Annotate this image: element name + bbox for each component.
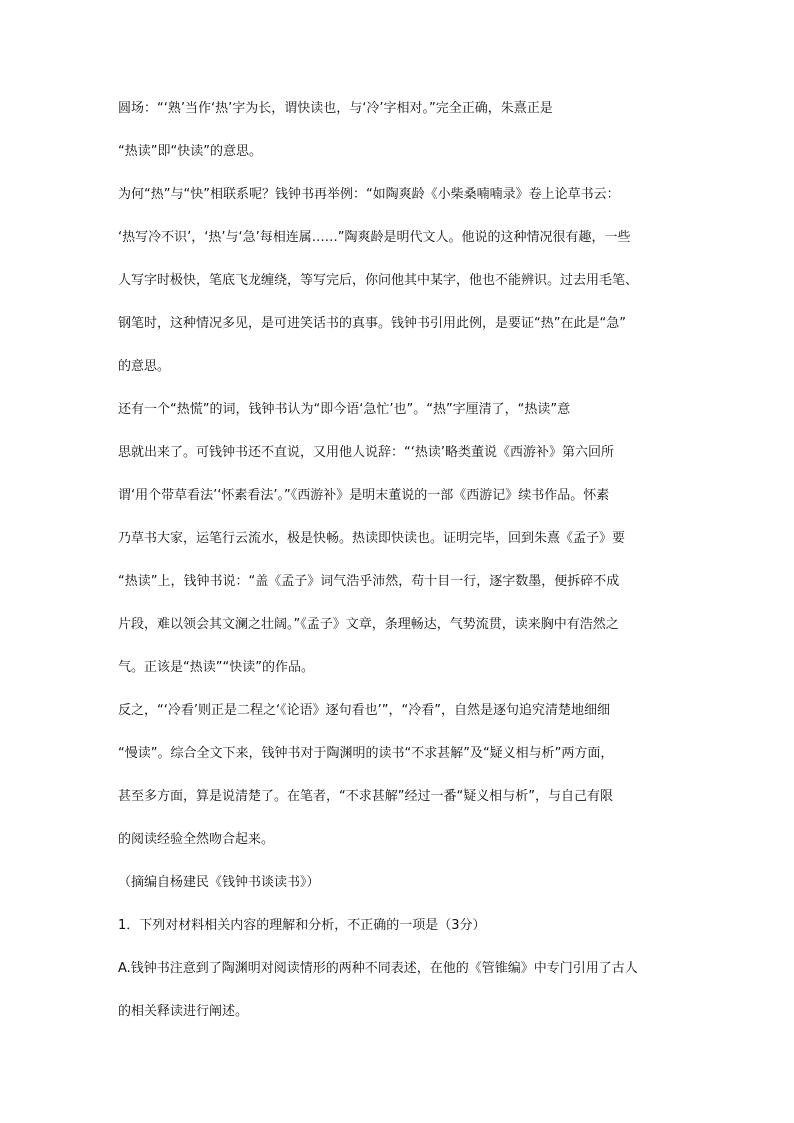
document-page <box>118 100 684 1020</box>
option-a: A.钱钟书注意到了陶渊明对阅读情形的两种不同表述，在他的《管锥编》中专门引用了古人 <box>118 961 638 976</box>
text-line: 谓‘用个带草看法’‘怀素看法’。”《西游补》是明末董说的一部《西游记》续书作品。怀素 <box>118 488 610 503</box>
text-line: 为何“热”与“快”相联系呢？钱钟书再举例：“如陶爽龄《小柴桑喃喃录》卷上论草书云： <box>118 187 620 202</box>
text-line: “热读”上，钱钟书说：“盖《孟子》词气浩乎沛然，苟十目一行，逐字数墨，便拆碎不成 <box>118 574 620 589</box>
text-line: 反之，“‘冷看’则正是二程之‘《论语》逐句看也’”，“冷看”，自然是逐句追究清楚地细细 <box>118 703 610 718</box>
text-line: 思就出来了。可钱钟书还不直说，又用他人说辞：“‘热读’略类董说《西游补》第六回所 <box>118 445 615 460</box>
text-line: “热读”即“快读”的意思。 <box>118 144 262 159</box>
text-line: “慢读”。综合全文下来，钱钟书对于陶渊明的读书“不求甚解”及“疑义相与析”两方面， <box>118 746 614 761</box>
text-line: 圆场：“‘熟’当作‘热’字为长，谓快读也，与‘冷’字相对。”完全正确，朱熹正是 <box>118 101 553 116</box>
text-line: 乃草书大家，运笔行云流水，极是快畅。热读即快读也。证明完毕，回到朱熹《孟子》要 <box>118 531 626 546</box>
text-line: ‘热写冷不识’，‘热’与‘急’每相连属……”陶爽龄是明代文人。他说的这种情况很有趣，一些 <box>118 230 631 245</box>
source-citation: （摘编自杨建民《钱钟书谈读书》） <box>118 875 320 890</box>
question-1: 1．下列对材料相关内容的理解和分析，不正确的一项是（3分） <box>118 918 486 933</box>
text-line: 的阅读经验全然吻合起来。 <box>118 832 275 847</box>
text-line: 甚至多方面，算是说清楚了。在笔者，“不求甚解”经过一番“疑义相与析”，与自己有限 <box>118 789 613 804</box>
text-line: 钢笔时，这种情况多见，是可进笑话书的真事。钱钟书引用此例，是要证“热”在此是“急” <box>118 316 626 331</box>
text-line: 还有一个“热慌”的词，钱钟书认为“即今语‘急忙’也”。“热”字厘清了，“热读”意 <box>118 402 571 417</box>
text-line: 片段，难以领会其文澜之壮阔。”《孟子》文章，条理畅达，气势流贯，读来胸中有浩然之 <box>118 617 619 632</box>
text-line: 的意思。 <box>118 359 171 374</box>
text-line: 气。正该是“热读”“快读”的作品。 <box>118 660 314 675</box>
option-a-continuation: 的相关释读进行阐述。 <box>118 1004 249 1019</box>
text-line: 人写字时极快，笔底飞龙缠绕，等写完后，你问他其中某字，他也不能辨识。过去用毛笔、 <box>118 273 639 288</box>
